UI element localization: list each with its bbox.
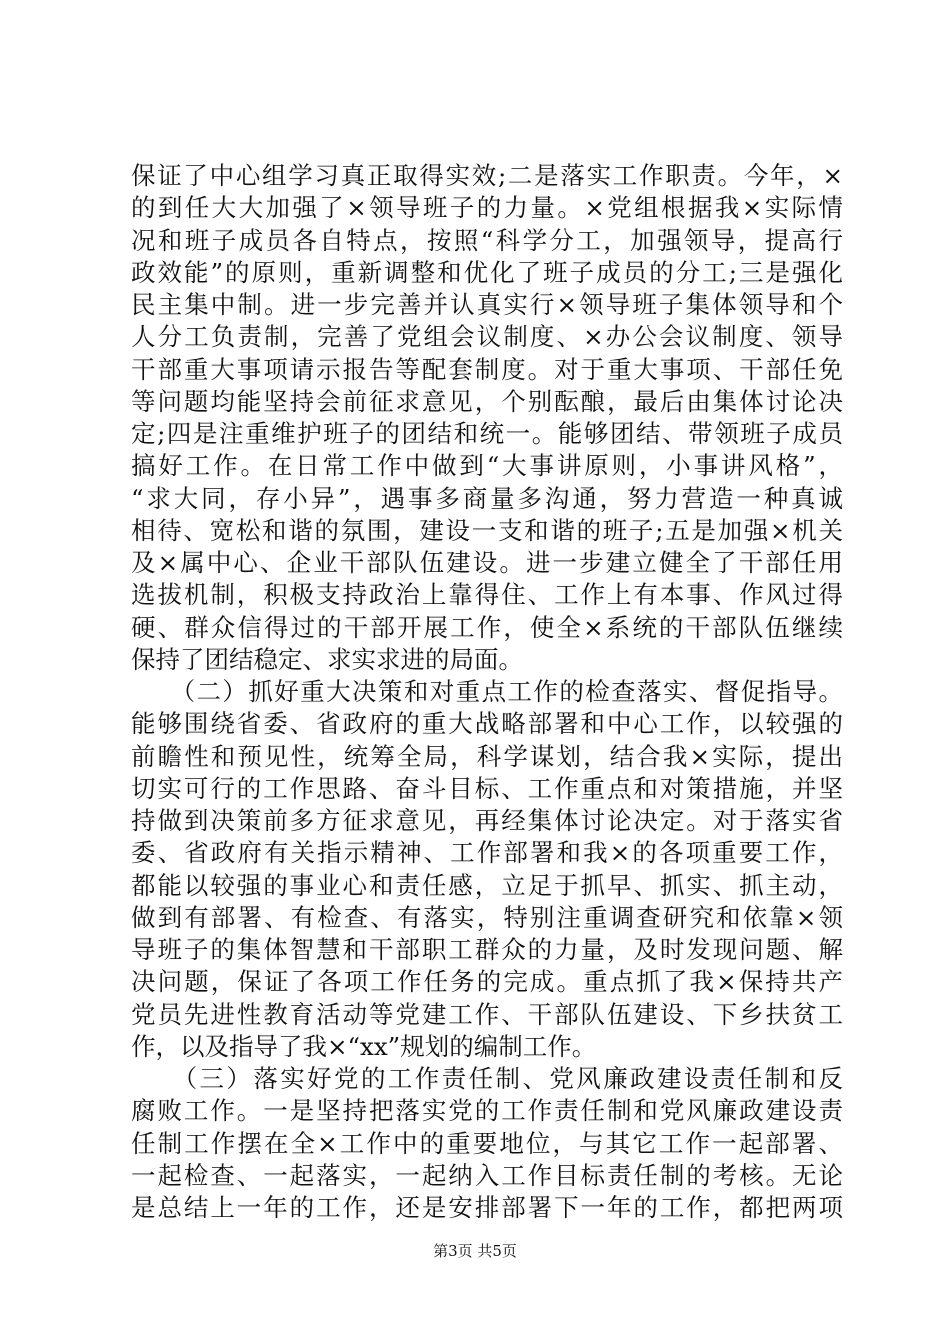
section-heading-line: （三）落实好党的工作责任制、党风廉政建设责任制和反 bbox=[131, 1064, 843, 1093]
text-line: 定;四是注重维护班子的团结和统一。能够团结、带领班子成员 bbox=[131, 419, 843, 448]
text-line: 况和班子成员各自特点，按照“科学分工，加强领导，提高行 bbox=[131, 225, 843, 255]
text-line: 任制工作摆在全×工作中的重要地位，与其它工作一起部署、 bbox=[131, 1128, 843, 1158]
text-line: 干部重大事项请示报告等配套制度。对于重大事项、干部任免 bbox=[131, 354, 843, 384]
text-line: 保证了中心组学习真正取得实效;二是落实工作职责。今年，× bbox=[131, 161, 843, 190]
text-line: 硬、群众信得过的干部开展工作，使全×系统的干部队伍继续 bbox=[131, 612, 843, 642]
text-line: 搞好工作。在日常工作中做到“大事讲原则，小事讲风格”， bbox=[131, 451, 843, 481]
text-line: 前瞻性和预见性，统筹全局，科学谋划，结合我×实际，提出 bbox=[131, 741, 843, 771]
paragraph-last-line: 作，以及指导了我×“xx”规划的编制工作。 bbox=[131, 1031, 597, 1061]
text-line: 决问题，保证了各项工作任务的完成。重点抓了我×保持共产 bbox=[131, 967, 843, 997]
section-heading-line: （二）抓好重大决策和对重点工作的检查落实、督促指导。 bbox=[131, 677, 843, 706]
text-line: 相待、宽松和谐的氛围，建设一支和谐的班子;五是加强×机关 bbox=[131, 515, 843, 545]
text-line: 党员先进性教育活动等党建工作、干部队伍建设、下乡扶贫工 bbox=[131, 999, 843, 1029]
text-line: 是总结上一年的工作，还是安排部署下一年的工作，都把两项 bbox=[131, 1193, 843, 1222]
text-line: 的到任大大加强了×领导班子的力量。×党组根据我×实际情 bbox=[131, 193, 843, 223]
document-body bbox=[131, 160, 843, 1224]
text-line: 腐败工作。一是坚持把落实党的工作责任制和党风廉政建设责 bbox=[131, 1096, 843, 1126]
text-line: 持做到决策前多方征求意见，再经集体讨论决定。对于落实省 bbox=[131, 806, 843, 835]
text-line: 能够围绕省委、省政府的重大战略部署和中心工作，以较强的 bbox=[131, 709, 843, 739]
page-number-footer: 第3页 共5页 bbox=[433, 1242, 517, 1260]
text-line: 导班子的集体智慧和干部职工群众的力量，及时发现问题、解 bbox=[131, 935, 843, 964]
text-line: 委、省政府有关指示精神、工作部署和我×的各项重要工作， bbox=[131, 838, 843, 868]
text-line: 政效能”的原则，重新调整和优化了班子成员的分工;三是强化 bbox=[131, 257, 843, 287]
text-line: 等问题均能坚持会前征求意见，个别酝酿，最后由集体讨论决 bbox=[131, 386, 843, 416]
text-line: 都能以较强的事业心和责任感，立足于抓早、抓实、抓主动， bbox=[131, 870, 843, 900]
text-line: 民主集中制。进一步完善并认真实行×领导班子集体领导和个 bbox=[131, 290, 843, 319]
text-line: 选拔机制，积极支持政治上靠得住、工作上有本事、作风过得 bbox=[131, 580, 843, 610]
text-line: 切实可行的工作思路、奋斗目标、工作重点和对策措施，并坚 bbox=[131, 773, 843, 803]
paragraph-last-line: 保持了团结稳定、求实求进的局面。 bbox=[131, 644, 523, 674]
text-line: 人分工负责制，完善了党组会议制度、×办公会议制度、领导 bbox=[131, 322, 843, 352]
text-line: “求大同，存小异”，遇事多商量多沟通，努力营造一种真诚 bbox=[131, 483, 843, 513]
text-line: 做到有部署、有检查、有落实，特别注重调查研究和依靠×领 bbox=[131, 902, 843, 932]
text-line: 及×属中心、企业干部队伍建设。进一步建立健全了干部任用 bbox=[131, 548, 843, 577]
text-line: 一起检查、一起落实，一起纳入工作目标责任制的考核。无论 bbox=[131, 1160, 843, 1190]
